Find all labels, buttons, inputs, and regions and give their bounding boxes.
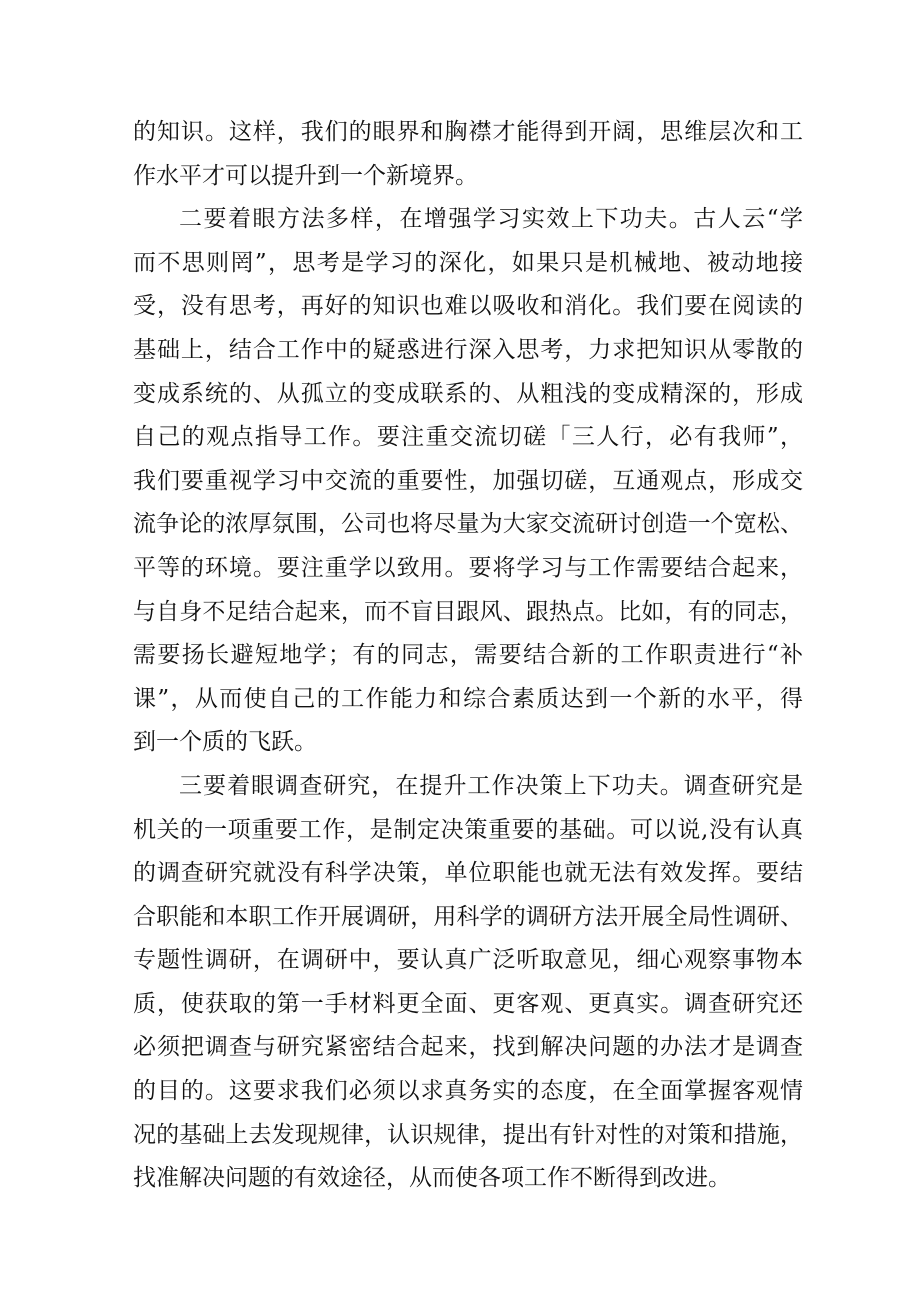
text-line: 与自身不足结合起来，而不盲目跟风、跟热点。比如，有的同志， (133, 598, 803, 625)
text-line: 合职能和本职工作开展调研，用科学的调研方法开展全局性调研、 (133, 903, 803, 930)
text-line: 受，没有思考，再好的知识也难以吸收和消化。我们要在阅读的 (133, 293, 803, 320)
text-line: 的调查研究就没有科学决策，单位职能也就无法有效发挥。要结 (133, 860, 803, 887)
text-line: 基础上，结合工作中的疑惑进行深入思考，力求把知识从零散的 (133, 336, 803, 363)
text-line: 专题性调研，在调研中，要认真广泛听取意见，细心观察事物本 (133, 947, 803, 974)
text-line: 三要着眼调查研究，在提升工作决策上下功夫。调查研究是 (179, 772, 803, 799)
text-line: 找准解决问题的有效途径，从而使各项工作不断得到改进。 (133, 1165, 731, 1192)
text-line: 作水平才可以提升到一个新境界。 (133, 162, 478, 189)
paragraph-1 (133, 111, 803, 198)
text-line: 到一个质的飞跃。 (133, 729, 317, 756)
text-line: 变成系统的、从孤立的变成联系的、从粗浅的变成精深的，形成 (133, 380, 803, 407)
text-line: 课”，从而使自己的工作能力和综合素质达到一个新的水平，得 (133, 685, 803, 712)
text-line: 的知识。这样，我们的眼界和胸襟才能得到开阔，思维层次和工 (133, 119, 803, 145)
text-line: 自己的观点指导工作。要注重交流切磋「三人行，必有我师”， (133, 424, 803, 451)
text-line: 机关的一项重要工作，是制定决策重要的基础。可以说,没有认真 (133, 816, 803, 843)
text-line: 况的基础上去发现规律，认识规律，提出有针对性的对策和措施， (133, 1121, 803, 1148)
text-line: 质，使获取的第一手材料更全面、更客观、更真实。调查研究还 (133, 990, 803, 1017)
text-line: 流争论的浓厚氛围，公司也将尽量为大家交流研讨创造一个宽松、 (133, 511, 803, 538)
text-line: 需要扬长避短地学；有的同志，需要结合新的工作职责进行“补 (133, 642, 803, 669)
document-body (133, 111, 803, 1201)
text-line: 必须把调查与研究紧密结合起来，找到解决问题的办法才是调查 (133, 1034, 803, 1061)
text-line: 我们要重视学习中交流的重要性，加强切磋，互通观点，形成交 (133, 467, 803, 494)
text-line: 而不思则罔”，思考是学习的深化，如果只是机械地、被动地接 (133, 249, 803, 276)
text-line: 平等的环境。要注重学以致用。要将学习与工作需要结合起来， (133, 554, 803, 581)
text-line: 的目的。这要求我们必须以求真务实的态度，在全面掌握客观情 (133, 1078, 803, 1105)
text-line: 二要着眼方法多样，在增强学习实效上下功夫。古人云“学 (179, 206, 803, 233)
paragraph-3 (133, 765, 803, 1201)
paragraph-2 (133, 198, 803, 765)
